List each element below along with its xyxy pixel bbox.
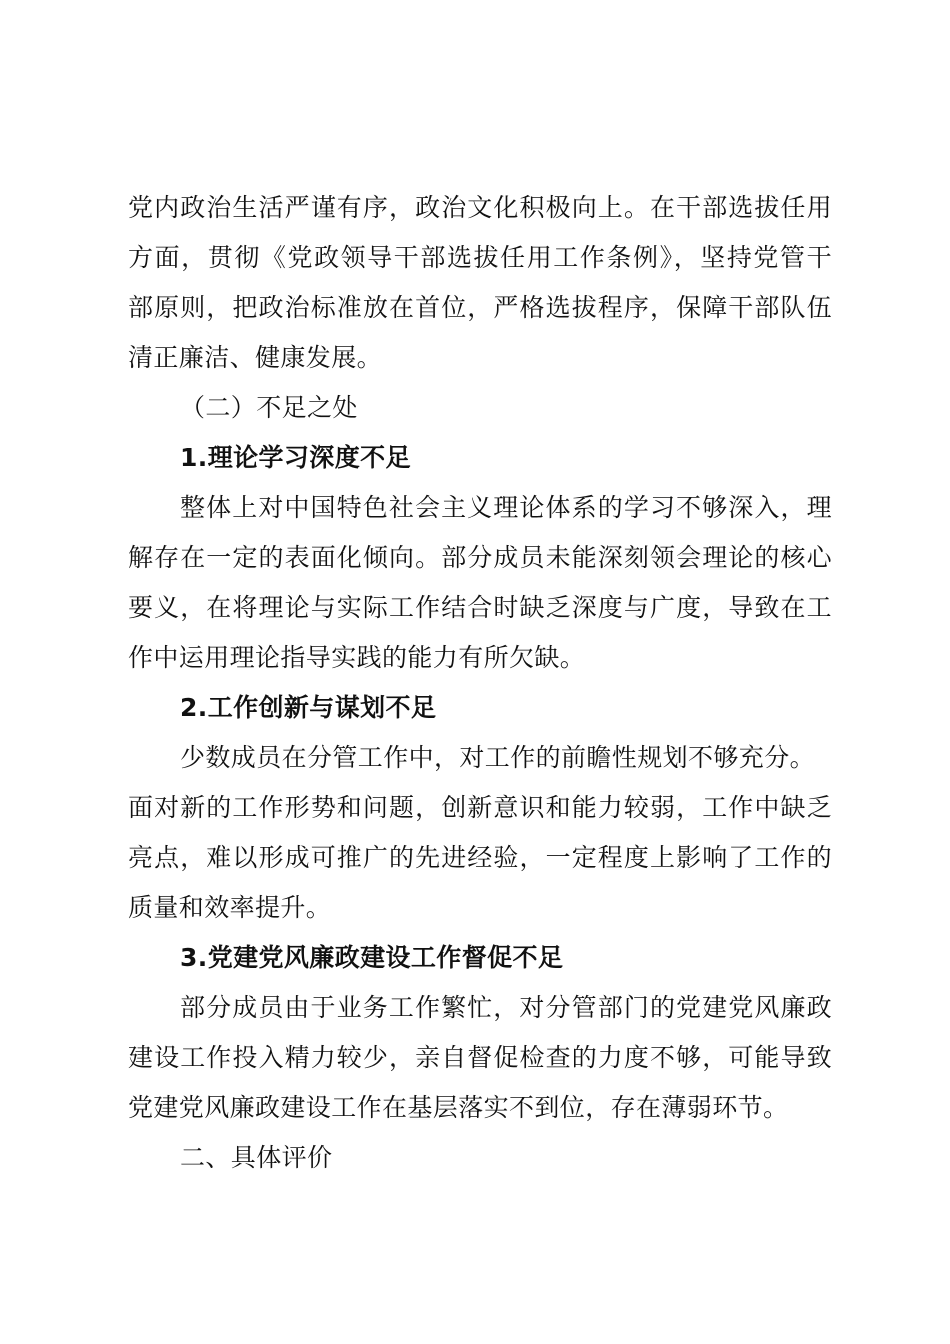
- paragraph-line: 作中运用理论指导实践的能力有所欠缺。: [128, 643, 586, 672]
- paragraph-line: 要义，在将理论与实际工作结合时缺乏深度与广度，导致在工: [128, 593, 832, 622]
- paragraph-line: 面对新的工作形势和问题，创新意识和能力较弱，工作中缺乏: [128, 793, 832, 822]
- paragraph-line: 解存在一定的表面化倾向。部分成员未能深刻领会理论的核心: [128, 543, 832, 572]
- paragraph-line: 部分成员由于业务工作繁忙，对分管部门的党建党风廉政: [180, 993, 832, 1022]
- subsection-heading-1: 1.理论学习深度不足: [180, 443, 411, 472]
- paragraph-line: 党建党风廉政建设工作在基层落实不到位，存在薄弱环节。: [128, 1093, 789, 1122]
- paragraph-line: 方面，贯彻《党政领导干部选拔任用工作条例》，坚持党管干: [128, 243, 832, 272]
- paragraph-line: 清正廉洁、健康发展。: [128, 343, 383, 372]
- subsection-heading-3: 3.党建党风廉政建设工作督促不足: [180, 943, 564, 972]
- paragraph-line: 党内政治生活严谨有序，政治文化积极向上。在干部选拔任用: [128, 193, 832, 222]
- section-heading: 二、具体评价: [180, 1143, 333, 1172]
- subsection-heading-2: 2.工作创新与谋划不足: [180, 693, 437, 722]
- paragraph-line: 质量和效率提升。: [128, 893, 332, 922]
- section-heading: （二）不足之处: [180, 393, 358, 422]
- document-body: [128, 183, 832, 1183]
- paragraph-line: 亮点，难以形成可推广的先进经验，一定程度上影响了工作的: [128, 843, 832, 872]
- paragraph-line: 整体上对中国特色社会主义理论体系的学习不够深入，理: [180, 493, 832, 522]
- paragraph-line: 建设工作投入精力较少，亲自督促检查的力度不够，可能导致: [128, 1043, 832, 1072]
- paragraph-line: 少数成员在分管工作中，对工作的前瞻性规划不够充分。: [180, 743, 816, 772]
- paragraph-line: 部原则，把政治标准放在首位，严格选拔程序，保障干部队伍: [128, 293, 832, 322]
